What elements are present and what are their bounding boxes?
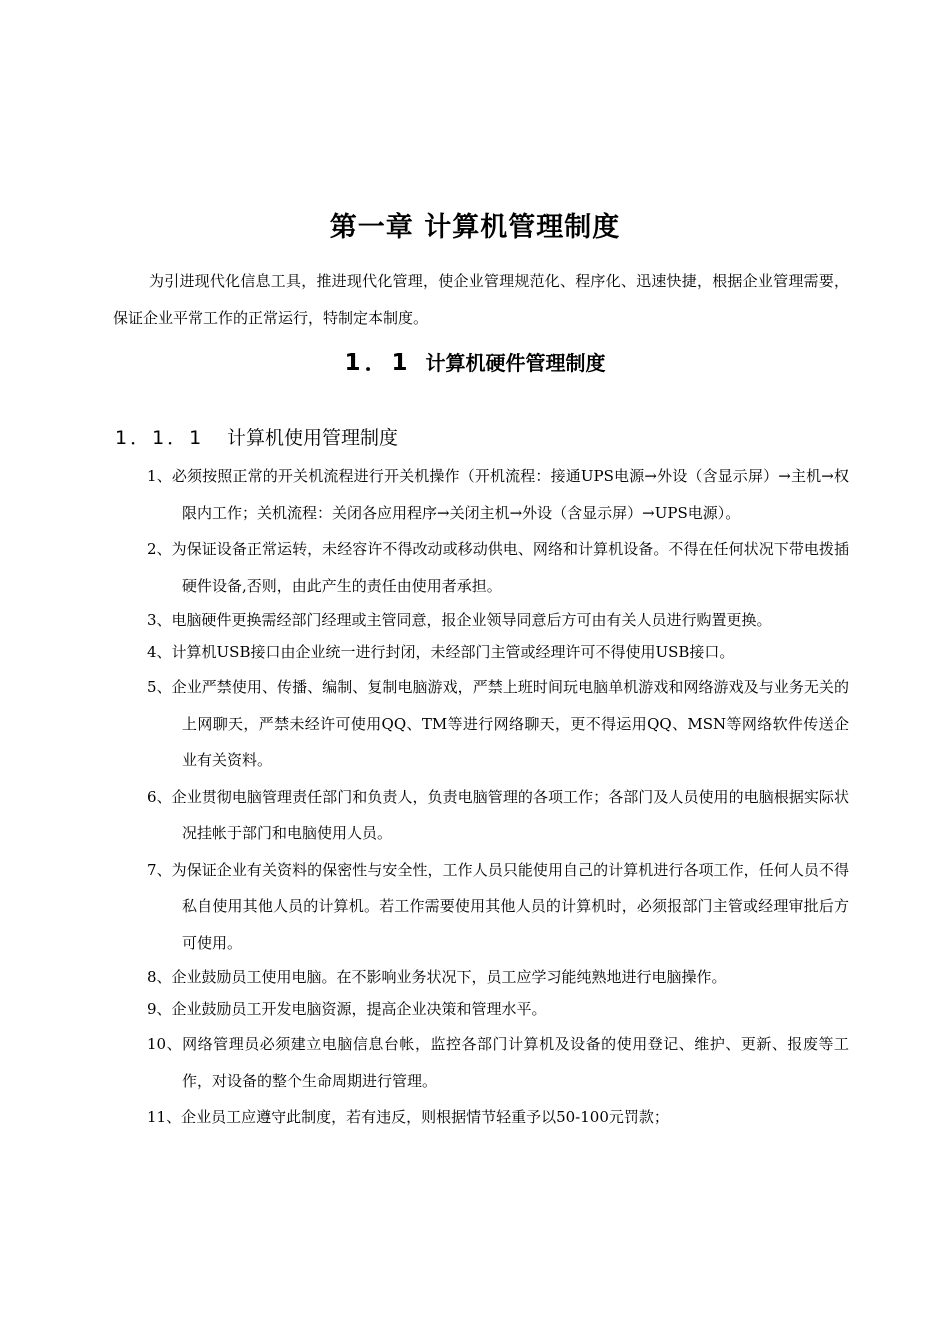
subsection-title: 计算机使用管理制度 (227, 427, 399, 449)
rule-item: 2、为保证设备正常运转，未经容许不得改动或移动供电、网络和计算机设备。不得在任何状况下带电拨插硬件设备,否则，由此产生的责任由使用者承担。 (147, 540, 849, 595)
subsection-number: 1．1．1 (115, 427, 205, 449)
rule-item: 1、必须按照正常的开关机流程进行开关机操作（开机流程：接通UPS电源→外设（含显示屏）→主机→权限内工作；关机流程：关闭各应用程序→关闭主机→外设（含显示屏）→UPS电源）。 (147, 467, 849, 522)
rule-item: 5、企业严禁使用、传播、编制、复制电脑游戏，严禁上班时间玩电脑单机游戏和网络游戏及与业务无关的上网聊天，严禁未经许可使用QQ、TM等进行网络聊天，更不得运用QQ、MSN等网络软件传送企业有关资料。 (147, 678, 849, 769)
rule-item: 6、企业贯彻电脑管理责任部门和负责人，负责电脑管理的各项工作；各部门及人员使用的电脑根据实际状况挂帐于部门和电脑使用人员。 (147, 787, 849, 842)
rule-item: 3、电脑硬件更换需经部门经理或主管同意，报企业领导同意后方可由有关人员进行购置更换。 (147, 611, 772, 629)
rule-item: 8、企业鼓励员工使用电脑。在不影响业务状况下，员工应学习能纯熟地进行电脑操作。 (147, 968, 727, 986)
rule-item: 11、企业员工应遵守此制度，若有违反，则根据情节轻重予以50-100元罚款； (147, 1108, 669, 1126)
chapter-title: 第一章 计算机管理制度 (329, 212, 621, 243)
rules-list (147, 458, 849, 1136)
rule-item: 9、企业鼓励员工开发电脑资源，提高企业决策和管理水平。 (147, 1000, 547, 1018)
rule-item: 10、网络管理员必须建立电脑信息台帐，监控各部门计算机及设备的使用登记、维护、更新、报废等工作，对设备的整个生命周期进行管理。 (147, 1035, 849, 1090)
subsection-heading (115, 422, 398, 454)
section-title: 计算机硬件管理制度 (425, 351, 606, 375)
section-number: 1．1 (344, 350, 412, 376)
section-heading (0, 345, 950, 381)
intro-paragraph: 为引进现代化信息工具，推进现代化管理，使企业管理规范化、程序化、迅速快捷，根据企业管理需要，保证企业平常工作的正常运行，特制定本制度。 (113, 272, 849, 327)
rule-item: 7、为保证企业有关资料的保密性与安全性，工作人员只能使用自己的计算机进行各项工作，任何人员不得私自使用其他人员的计算机。若工作需要使用其他人员的计算机时，必须报部门主管或经理审批后方可使用。 (147, 860, 849, 952)
rule-item: 4、计算机USB接口由企业统一进行封闭，未经部门主管或经理许可不得使用USB接口。 (147, 643, 735, 661)
